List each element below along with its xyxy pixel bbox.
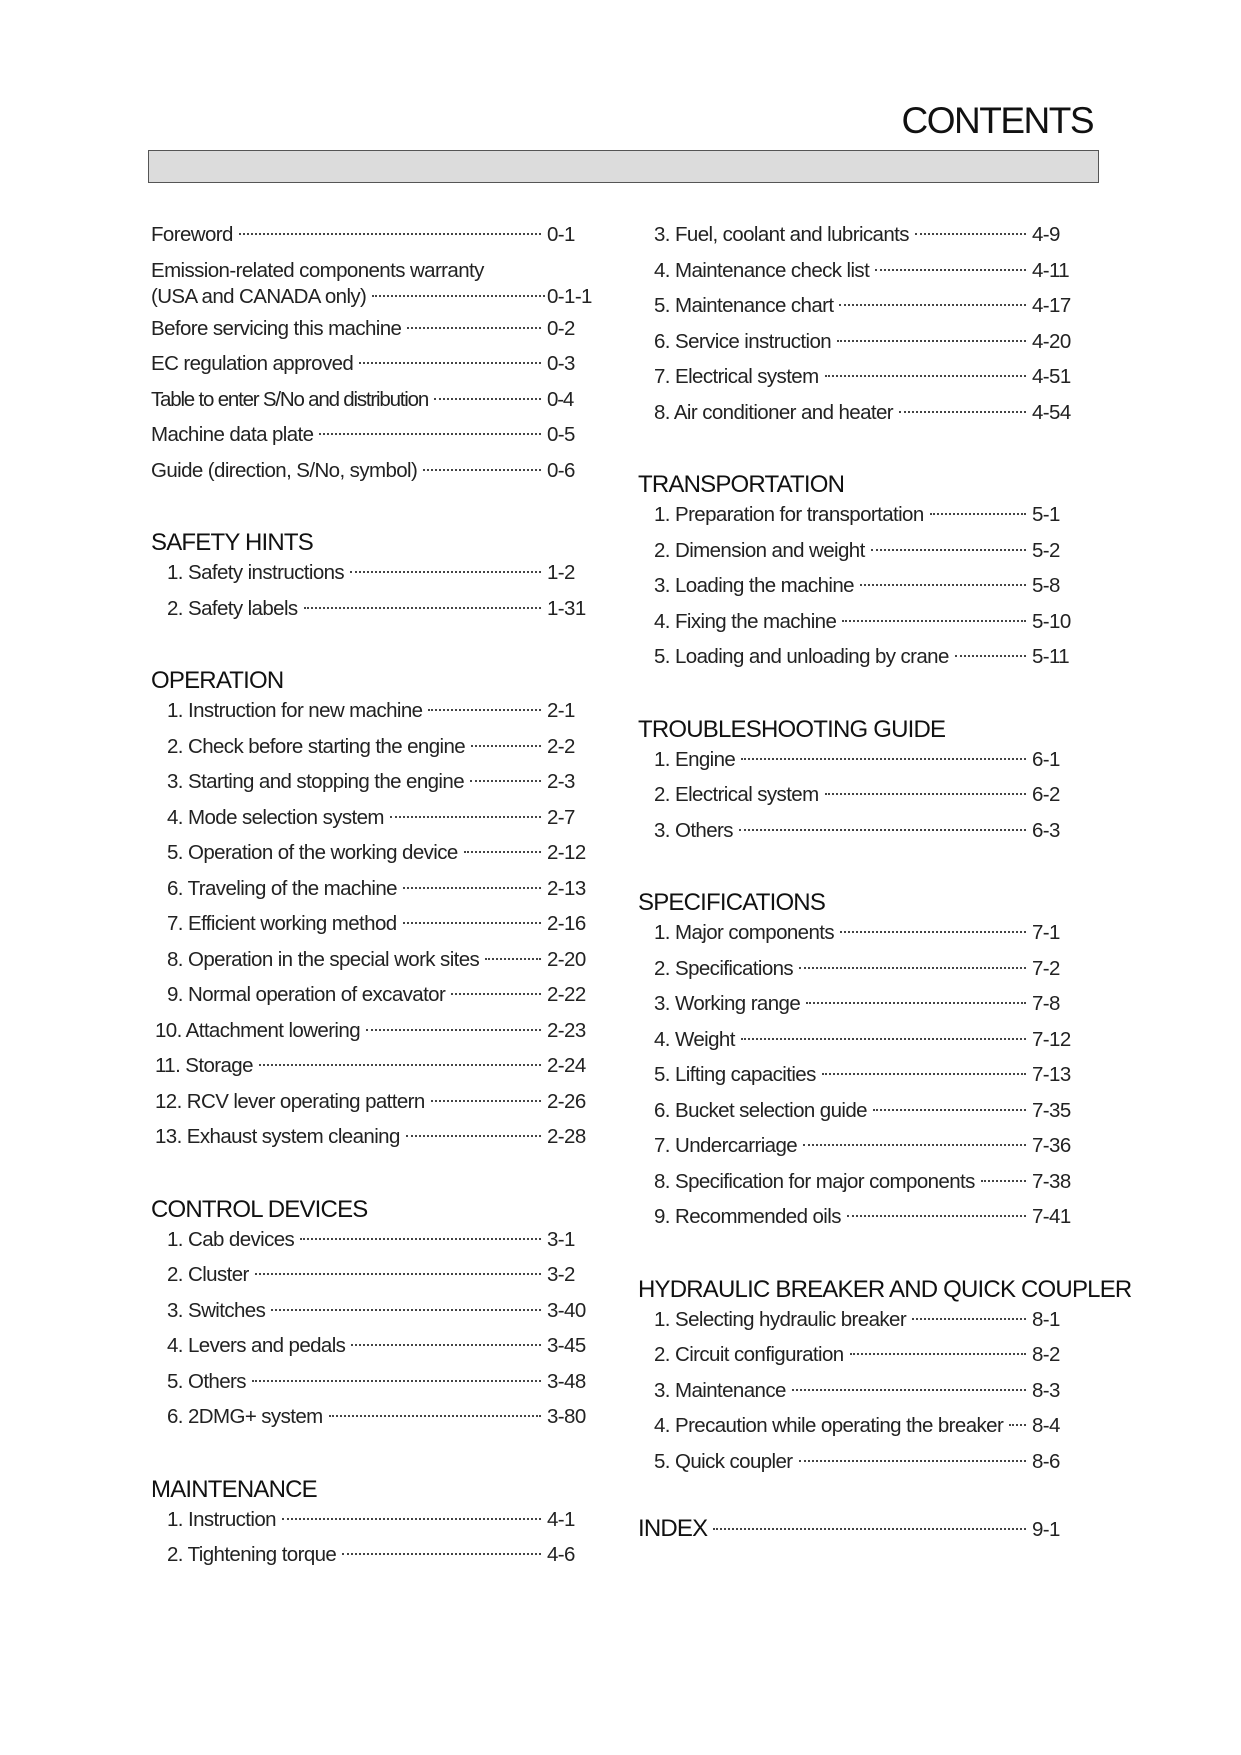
toc-entry-page: 0-3 [547, 352, 575, 375]
toc-entry-page: 7-41 [1032, 1205, 1071, 1228]
toc-entry-page: 8-6 [1032, 1449, 1060, 1473]
leader-dots [259, 1064, 541, 1066]
toc-entry[interactable] [638, 1343, 1090, 1379]
toc-entry-page: 2-24 [547, 1054, 586, 1077]
section-heading-hydraulic-breaker: HYDRAULIC BREAKER AND QUICK COUPLER [638, 1275, 1132, 1303]
toc-entry-label: 6. Service instruction [654, 329, 832, 353]
toc-entry-label: 12. RCV lever operating pattern [155, 1089, 425, 1113]
toc-entry-page: 8-1 [1032, 1307, 1060, 1331]
toc-entry-label: Table to enter S/No and distribution [151, 387, 429, 411]
leader-dots [739, 829, 1026, 831]
toc-entry-label: Guide (direction, S/No, symbol) [151, 458, 418, 482]
toc-entry-label: 5. Loading and unloading by crane [654, 645, 949, 668]
toc-entry-label: 8. Specification for major components [654, 1169, 975, 1193]
toc-entry-label: Machine data plate [151, 423, 314, 446]
toc-entry[interactable] [151, 1334, 605, 1370]
toc-entry-label: 3. Maintenance [654, 1378, 786, 1402]
toc-entry-page: 2-22 [547, 983, 586, 1006]
toc-entry[interactable] [638, 1063, 1090, 1099]
toc-entry[interactable] [638, 401, 1090, 437]
toc-entry-label: 1. Cab devices [167, 1227, 295, 1251]
toc-entry[interactable] [638, 992, 1090, 1028]
leader-dots [359, 362, 541, 364]
toc-entry[interactable] [638, 330, 1090, 366]
toc-entry-label: Emission-related components warranty [151, 258, 484, 282]
leader-dots [803, 1144, 1026, 1146]
toc-entry-label: 2. Safety labels [167, 596, 298, 620]
toc-entry[interactable] [151, 352, 605, 388]
toc-entry-page: 5-2 [1032, 538, 1060, 562]
section-heading-specifications: SPECIFICATIONS [638, 889, 826, 916]
toc-entry-label: 10. Attachment lowering [155, 1018, 360, 1042]
toc-entry-label: 1. Instruction [167, 1507, 276, 1531]
toc-entry[interactable] [151, 912, 605, 948]
toc-entry[interactable] [638, 1308, 1090, 1344]
toc-entry-page: 2-13 [547, 876, 586, 900]
toc-entry[interactable] [151, 1543, 605, 1579]
toc-entry-page: 4-51 [1032, 365, 1071, 388]
leader-dots [981, 1180, 1026, 1182]
toc-entry-label: 7. Undercarriage [654, 1134, 798, 1157]
toc-entry-page: 4-17 [1032, 294, 1071, 317]
leader-dots [423, 469, 541, 471]
toc-entry-page: 0-2 [547, 316, 575, 340]
toc-entry-label: 2. Dimension and weight [654, 538, 865, 562]
toc-entry-page: 2-23 [547, 1018, 586, 1042]
toc-entry-page: 0-5 [547, 423, 575, 446]
toc-entry[interactable] [638, 539, 1090, 575]
leader-dots [342, 1553, 541, 1555]
leader-dots [470, 780, 541, 782]
toc-entry-label: Before servicing this machine [151, 316, 402, 340]
leader-dots [271, 1309, 541, 1311]
toc-entry-label: 2. Electrical system [654, 783, 819, 806]
leader-dots [912, 1318, 1026, 1320]
toc-entry[interactable] [151, 317, 605, 353]
toc-entry-page: 0-4 [547, 387, 574, 411]
toc-entry-page: 7-12 [1032, 1027, 1071, 1051]
toc-entry-label: (USA and CANADA only) [151, 284, 367, 308]
toc-entry-page: 0-6 [547, 458, 575, 482]
leader-dots [799, 1460, 1026, 1462]
leader-dots [806, 1002, 1026, 1004]
leader-dots [847, 1215, 1026, 1217]
toc-entry[interactable] [638, 645, 1090, 681]
toc-entry-label: 3. Working range [654, 992, 801, 1015]
leader-dots [955, 655, 1026, 657]
toc-entry-label: 8. Operation in the special work sites [167, 947, 480, 971]
toc-entry[interactable] [151, 735, 605, 771]
leader-dots [792, 1389, 1026, 1391]
toc-entry[interactable] [151, 1405, 605, 1441]
section-heading-control-devices: CONTROL DEVICES [151, 1195, 368, 1223]
toc-entry-page: 8-4 [1032, 1414, 1060, 1437]
toc-entry-label: 1. Selecting hydraulic breaker [654, 1307, 907, 1331]
leader-dots [875, 269, 1026, 271]
toc-entry[interactable] [638, 1170, 1090, 1206]
toc-entry[interactable] [151, 983, 605, 1019]
toc-entry-label: 7. Efficient working method [167, 912, 397, 935]
leader-dots [431, 1100, 541, 1102]
section-heading-operation: OPERATION [151, 667, 284, 694]
toc-entry[interactable] [638, 957, 1090, 993]
leader-dots [464, 851, 541, 853]
toc-entry-page: 2-16 [547, 912, 586, 935]
toc-entry-page: 3-1 [547, 1227, 575, 1251]
toc-entry-label: 9. Recommended oils [654, 1205, 841, 1228]
leader-dots [471, 745, 541, 747]
toc-entry[interactable] [151, 423, 605, 459]
toc-entry-page: 4-20 [1032, 329, 1071, 353]
toc-entry[interactable] [638, 748, 1090, 784]
toc-right-column [638, 223, 1132, 1551]
toc-entry-page: 2-26 [547, 1089, 586, 1113]
toc-entry-label: 1. Safety instructions [167, 561, 345, 584]
toc-entry[interactable] [151, 459, 605, 495]
toc-entry-page: 1-31 [547, 596, 586, 620]
leader-dots [713, 1528, 1026, 1530]
toc-entry-page: 3-48 [547, 1369, 586, 1393]
toc-entry-label: 2. Circuit configuration [654, 1343, 844, 1366]
toc-entry-label: 2. Cluster [167, 1263, 249, 1286]
section-heading-troubleshooting: TROUBLESHOOTING GUIDE [638, 715, 946, 743]
toc-entry-page: 3-80 [547, 1405, 586, 1428]
leader-dots [255, 1273, 541, 1275]
toc-entry[interactable] [638, 1134, 1090, 1170]
leader-dots [842, 620, 1026, 622]
toc-entry-page: 4-6 [547, 1543, 575, 1566]
toc-entry[interactable] [638, 783, 1090, 819]
leader-dots [741, 1038, 1026, 1040]
leader-dots [915, 233, 1026, 235]
toc-entry-label: 1. Instruction for new machine [167, 699, 423, 722]
section-heading-maintenance: MAINTENANCE [151, 1475, 317, 1503]
leader-dots [850, 1353, 1026, 1355]
toc-left-column [151, 223, 605, 1579]
toc-entry[interactable] [151, 1263, 605, 1299]
toc-entry[interactable] [638, 1099, 1090, 1135]
toc-entry-label: 11. Storage [155, 1054, 253, 1077]
leader-dots [899, 411, 1026, 413]
toc-entry-label: 3. Others [654, 818, 733, 842]
toc-entry[interactable] [151, 597, 605, 633]
toc-entry[interactable] [638, 503, 1090, 539]
toc-entry[interactable] [151, 841, 605, 877]
toc-entry-label: INDEX [638, 1515, 708, 1542]
toc-entry[interactable] [151, 388, 605, 424]
leader-dots [304, 607, 541, 609]
toc-entry[interactable] [151, 1090, 605, 1126]
toc-entry-label: 3. Fuel, coolant and lubricants [654, 223, 909, 246]
toc-entry-page: 7-35 [1032, 1098, 1071, 1122]
leader-dots [300, 1238, 541, 1240]
toc-entry-label: 6. Traveling of the machine [167, 876, 397, 900]
toc-entry-label: 1. Preparation for transportation [654, 503, 924, 526]
leader-dots [390, 816, 541, 818]
leader-dots [366, 1029, 541, 1031]
toc-entry-label: 1. Major components [654, 921, 835, 944]
leader-dots [860, 584, 1026, 586]
toc-entry[interactable] [638, 1028, 1090, 1064]
toc-entry[interactable] [151, 806, 605, 842]
leader-dots [351, 1344, 541, 1346]
leader-dots [406, 1135, 541, 1137]
toc-entry[interactable] [638, 574, 1090, 610]
toc-entry-page: 7-36 [1032, 1134, 1071, 1157]
page-title: CONTENTS [901, 100, 1093, 141]
toc-entry[interactable] [151, 561, 605, 597]
toc-entry-page: 1-2 [547, 561, 575, 584]
toc-entry-page: 3-40 [547, 1298, 586, 1322]
toc-entry-page: 2-28 [547, 1125, 586, 1148]
toc-entry-label: 4. Maintenance check list [654, 258, 870, 282]
toc-entry[interactable] [638, 365, 1090, 401]
toc-entry-page: 8-2 [1032, 1343, 1060, 1366]
leader-dots [329, 1415, 541, 1417]
toc-entry[interactable] [151, 1299, 605, 1335]
toc-entry-page: 5-11 [1032, 645, 1070, 668]
toc-entry[interactable] [638, 294, 1090, 330]
toc-entry-page: 6-3 [1032, 818, 1060, 842]
toc-entry-label: 4. Fixing the machine [654, 609, 837, 633]
leader-dots [825, 375, 1026, 377]
toc-entry-label: 6. Bucket selection guide [654, 1098, 867, 1122]
toc-entry-page: 6-1 [1032, 747, 1060, 771]
toc-entry-page: 8-3 [1032, 1378, 1060, 1402]
toc-entry-page: 9-1 [1032, 1518, 1060, 1541]
toc-entry-page: 2-2 [547, 734, 575, 758]
leader-dots [822, 1073, 1026, 1075]
toc-entry-label: Foreword [151, 223, 233, 246]
toc-entry-page: 2-1 [547, 699, 575, 722]
toc-entry-label: EC regulation approved [151, 352, 354, 375]
toc-entry-page: 7-38 [1032, 1169, 1071, 1193]
toc-entry-page: 5-10 [1032, 609, 1071, 633]
leader-dots [825, 793, 1026, 795]
toc-entry[interactable] [151, 1228, 605, 1264]
toc-entry[interactable] [151, 259, 605, 311]
leader-dots [428, 709, 541, 711]
toc-entry[interactable] [638, 1205, 1090, 1241]
toc-entry[interactable] [638, 610, 1090, 646]
toc-entry-label: 1. Engine [654, 747, 736, 771]
toc-entry-page: 5-8 [1032, 574, 1060, 597]
toc-entry[interactable] [638, 1379, 1090, 1415]
toc-entry-label: 3. Loading the machine [654, 574, 854, 597]
toc-entry-label: 2. Specifications [654, 956, 794, 980]
toc-entry[interactable] [638, 819, 1090, 855]
toc-entry-label: 5. Maintenance chart [654, 294, 834, 317]
toc-entry-label: 5. Operation of the working device [167, 841, 458, 864]
toc-entry[interactable] [638, 1450, 1090, 1486]
toc-entry-page: 7-2 [1032, 956, 1060, 980]
leader-dots [319, 433, 541, 435]
leader-dots [799, 967, 1026, 969]
toc-entry[interactable] [638, 921, 1090, 957]
toc-entry-label: 2. Check before starting the engine [167, 734, 466, 758]
leader-dots [741, 758, 1026, 760]
toc-entry-label: 9. Normal operation of excavator [167, 983, 446, 1006]
toc-entry-page: 7-13 [1032, 1063, 1071, 1086]
section-heading-safety-hints: SAFETY HINTS [151, 529, 313, 556]
toc-entry-page: 0-1 [547, 223, 575, 246]
leader-dots [282, 1518, 541, 1520]
toc-entry[interactable] [638, 223, 1090, 259]
toc-entry-page: 4-1 [547, 1507, 575, 1531]
toc-entry-label: 7. Electrical system [654, 365, 819, 388]
title-bar [148, 150, 1099, 183]
toc-entry[interactable] [151, 770, 605, 806]
toc-entry[interactable] [151, 877, 605, 913]
toc-entry-label: 5. Quick coupler [654, 1449, 793, 1473]
leader-dots [837, 340, 1026, 342]
leader-dots [871, 549, 1026, 551]
leader-dots [839, 304, 1026, 306]
leader-dots [873, 1109, 1026, 1111]
toc-entry[interactable] [638, 1414, 1090, 1450]
leader-dots [252, 1380, 541, 1382]
toc-entry-label: 3. Starting and stopping the engine [167, 770, 464, 793]
leader-dots [451, 993, 541, 995]
toc-entry[interactable] [151, 1370, 605, 1406]
toc-entry-index[interactable] [638, 1515, 1090, 1551]
toc-entry-label: 5. Lifting capacities [654, 1063, 816, 1086]
toc-entry-label: 8. Air conditioner and heater [654, 400, 894, 424]
leader-dots [350, 571, 541, 573]
toc-entry-page: 2-3 [547, 770, 575, 793]
leader-dots [403, 887, 541, 889]
leader-dots [372, 295, 545, 297]
leader-dots [407, 327, 541, 329]
toc-entry-label: 4. Mode selection system [167, 805, 384, 829]
toc-entry-page: 3-2 [547, 1263, 575, 1286]
toc-entry-label: 13. Exhaust system cleaning [155, 1125, 400, 1148]
toc-entry-page: 4-54 [1032, 400, 1071, 424]
leader-dots [1009, 1424, 1026, 1426]
toc-entry[interactable] [151, 1125, 605, 1161]
toc-entry[interactable] [151, 948, 605, 984]
toc-entry-page: 3-45 [547, 1334, 586, 1357]
toc-entry-page: 7-1 [1032, 921, 1060, 944]
toc-entry-page: 6-2 [1032, 783, 1060, 806]
toc-entry[interactable] [638, 259, 1090, 295]
toc-entry-page: 4-11 [1032, 258, 1070, 282]
toc-entry[interactable] [151, 1054, 605, 1090]
toc-entry-page: 2-12 [547, 841, 586, 864]
leader-dots [434, 398, 541, 400]
toc-entry-page: 7-8 [1032, 992, 1060, 1015]
toc-entry-page: 2-20 [547, 947, 586, 971]
toc-entry-label: 4. Levers and pedals [167, 1334, 346, 1357]
toc-entry-page: 2-7 [547, 805, 575, 829]
toc-entry-label: 4. Precaution while operating the breaker [654, 1414, 1004, 1437]
toc-entry-label: 6. 2DMG+ system [167, 1405, 323, 1428]
section-heading-transportation: TRANSPORTATION [638, 471, 845, 498]
leader-dots [403, 922, 541, 924]
leader-dots [840, 931, 1026, 933]
toc-entry-page: 0-1-1 [547, 284, 592, 308]
toc-entry-page: 4-9 [1032, 223, 1060, 246]
toc-entry-label: 5. Others [167, 1369, 246, 1393]
leader-dots [485, 958, 541, 960]
toc-entry-label: 2. Tightening torque [167, 1543, 337, 1566]
toc-entry[interactable] [151, 1019, 605, 1055]
toc-entry-label: 3. Switches [167, 1298, 266, 1322]
toc-entry[interactable] [151, 1508, 605, 1544]
toc-entry-label: 4. Weight [654, 1027, 735, 1051]
toc-entry[interactable] [151, 699, 605, 735]
leader-dots [239, 233, 541, 235]
leader-dots [930, 513, 1026, 515]
toc-entry[interactable] [151, 223, 605, 259]
toc-entry-page: 5-1 [1032, 503, 1060, 526]
